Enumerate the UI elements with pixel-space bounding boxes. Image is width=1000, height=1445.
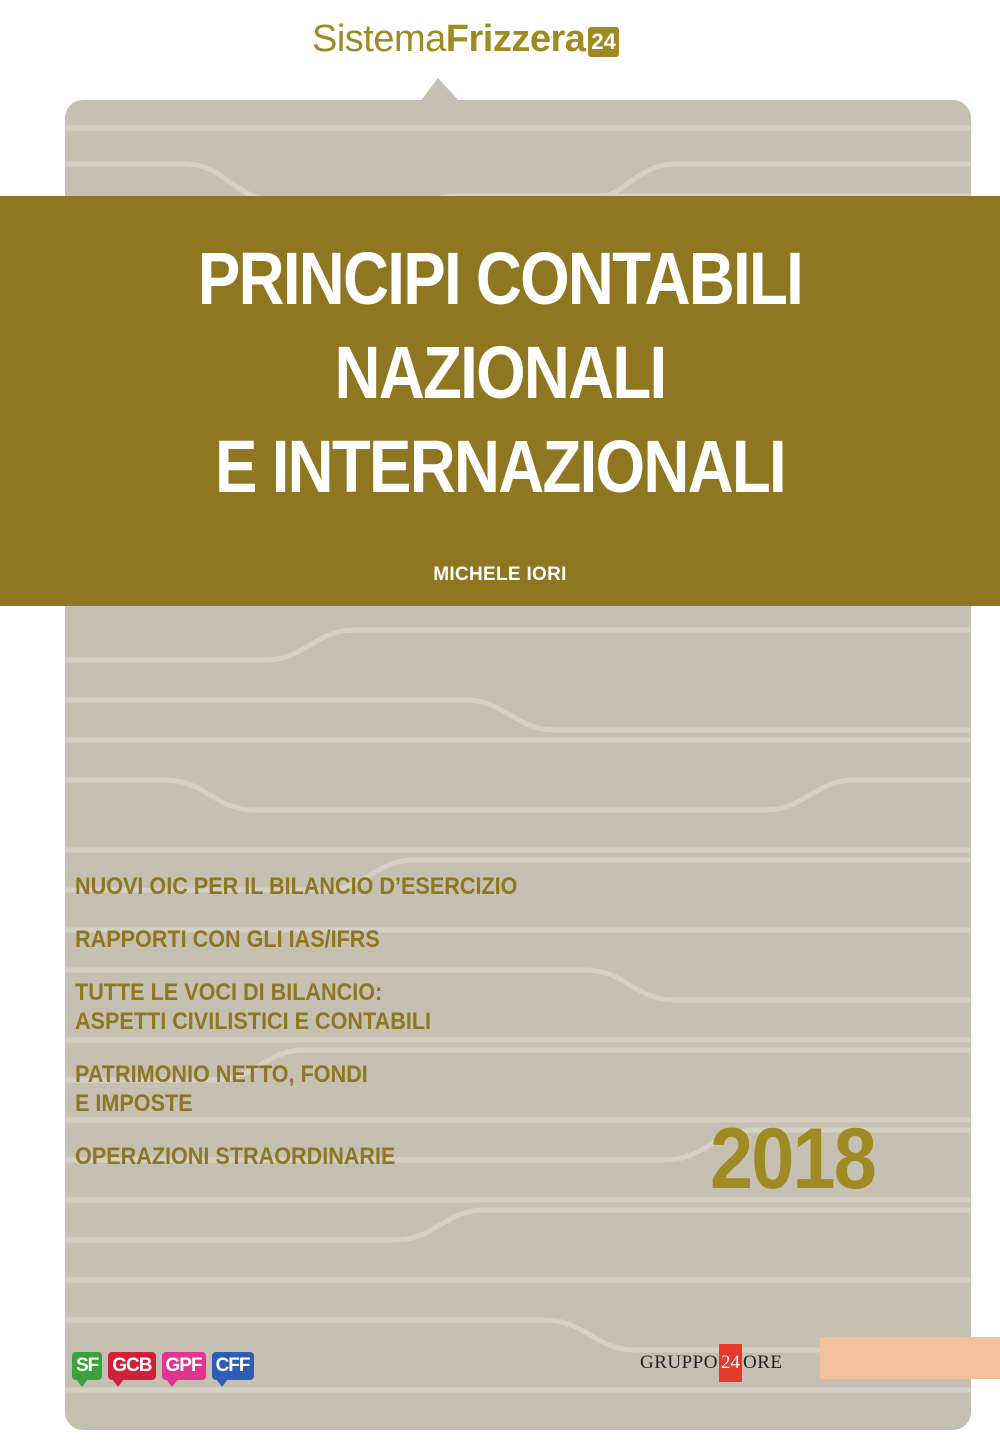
brand-24-badge: 24 xyxy=(588,27,618,57)
brand-frizzera: Frizzera xyxy=(445,18,586,60)
badge-gpf: GPF xyxy=(162,1352,206,1380)
edition-year: 2018 xyxy=(710,1111,875,1207)
title-line-3: E INTERNAZIONALI xyxy=(215,425,785,508)
badge-gcb: GCB xyxy=(108,1352,155,1380)
title-line-2: NAZIONALI xyxy=(334,331,666,414)
topic-item: OPERAZIONI STRAORDINARIE xyxy=(75,1143,396,1170)
publisher-gruppo: GRUPPO xyxy=(640,1352,718,1373)
topic-item: TUTTE LE VOCI DI BILANCIO: ASPETTI CIVILISTICI E CONTABILI xyxy=(75,979,432,1035)
badge-sf: SF xyxy=(72,1352,102,1380)
speech-bubble-notch xyxy=(420,78,460,102)
brand-sistema: Sistema xyxy=(312,18,446,60)
badge-cff: CFF xyxy=(212,1352,254,1380)
brand-logo xyxy=(312,18,619,61)
topic-item: PATRIMONIO NETTO, FONDI E IMPOSTE xyxy=(75,1061,368,1117)
topic-item: RAPPORTI CON GLI IAS/IFRS xyxy=(75,926,380,953)
publisher-ore: ORE xyxy=(742,1352,783,1373)
product-badges xyxy=(72,1352,254,1380)
book-title xyxy=(0,232,1000,514)
orange-accent-strip xyxy=(820,1337,1000,1379)
topic-list xyxy=(75,872,635,1195)
title-line-1: PRINCIPI CONTABILI xyxy=(197,237,803,320)
publisher-24-block: 24 xyxy=(719,1344,742,1382)
author-name: MICHELE IORI xyxy=(433,564,567,585)
topic-item: NUOVI OIC PER IL BILANCIO D’ESERCIZIO xyxy=(75,873,518,900)
publisher-logo xyxy=(640,1344,782,1382)
